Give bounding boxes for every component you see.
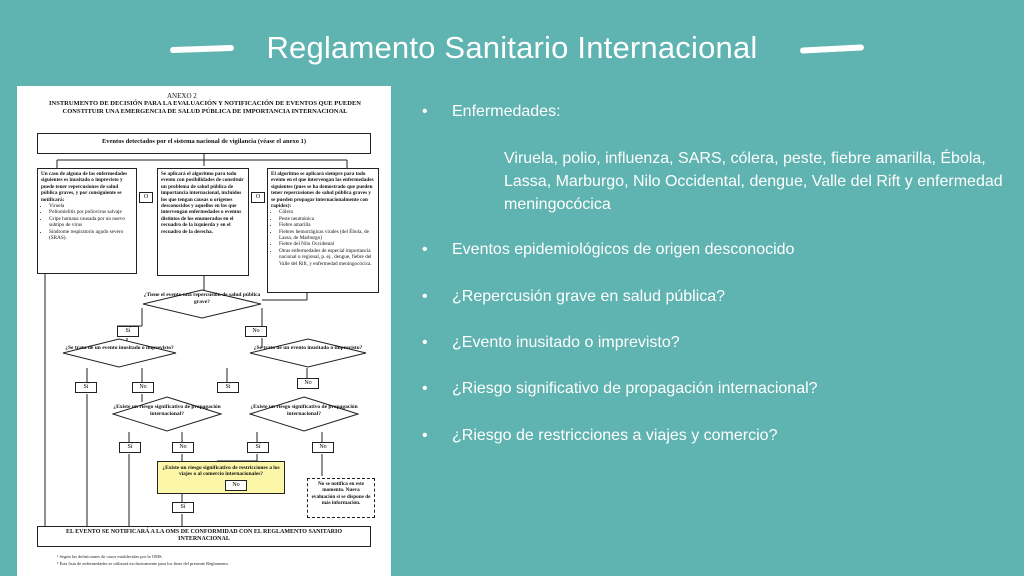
bullet-text: Eventos epidemiológicos de origen desconocido	[452, 241, 795, 258]
no-label-q2-right: No	[297, 378, 319, 389]
bullet-text: Enfermedades:	[452, 103, 561, 120]
annex-label: ANEXO 2	[167, 92, 197, 100]
diseases-list-text: Viruela, polio, influenza, SARS, cólera, peste, fiebre amarilla, Ébola, Lassa, Marburgo, Nilo Occidental, dengue, Valle del Rift y enfermedad meningocócica	[504, 150, 1003, 213]
bullet-dot: •	[422, 103, 428, 120]
left-diseases-box	[37, 168, 137, 274]
no-label-q3-left: No	[172, 442, 194, 453]
right-box-item: • Cólera	[279, 209, 375, 215]
or-label-right: O	[251, 192, 265, 203]
left-box-item: • Poliomielitis por poliovirus salvaje	[49, 209, 133, 215]
bullet-text: ¿Riesgo de restricciones a viajes y comercio?	[452, 427, 778, 444]
yes-label-q2-right: Sí	[217, 382, 239, 393]
middle-algorithm-box: Se aplicará el algoritmo para todo evento con posibilidades de constituir un problema de salud pública de importancia internacional, incluidos los que tengan causas u orígenes desconocidos y aquellos en los que intervengan enfermedades o eventos distintos de los enumerados en el recuadro de la izquierda y en el recuadro de la derecha.	[157, 168, 249, 276]
yes-label-q3-left: Sí	[119, 442, 141, 453]
question-international-spread-right: ¿Existe un riesgo significativo de propagación internacional?	[249, 396, 359, 432]
left-box-item: • Síndrome respiratorio agudo severo (SRAS).	[49, 229, 133, 242]
no-label-q4: No	[225, 480, 247, 491]
footnote-1: ¹ Según las definiciones de casos establecidas por la OMS.	[57, 554, 163, 559]
question-international-spread-left: ¿Existe un riesgo significativo de propagación internacional?	[112, 396, 222, 432]
no-label-q3-right: No	[312, 442, 334, 453]
right-box-item: • Fiebre amarilla	[279, 222, 375, 228]
flowchart-title: INSTRUMENTO DE DECISIÓN PARA LA EVALUACIÓN Y NOTIFICACIÓN DE EVENTOS QUE PUEDEN CONSTITUIR UNA EMERGENCIA DE SALUD PÚBLICA DE IMPORTANCIA INTERNACIONAL	[49, 100, 361, 115]
left-box-item: • Viruela	[49, 203, 133, 209]
no-label-q2-left: No	[132, 382, 154, 393]
question-severe-impact: ¿Tiene el evento una repercusión de salud pública grave?	[142, 289, 262, 319]
yes-label-q3-right: Sí	[247, 442, 269, 453]
bullet-text: ¿Repercusión grave en salud pública?	[452, 288, 726, 305]
detected-events-box: Eventos detectados por el sistema nacional de vigilancia (véase el anexo 1)	[37, 133, 371, 154]
footnote-2: ² Esta lista de enfermedades se utilizará exclusivamente para los fines del presente Reglamento.	[57, 561, 230, 566]
slide-title: Reglamento Sanitario Internacional	[266, 30, 758, 65]
right-box-item: • Fiebre del Nilo Occidental	[279, 241, 375, 247]
bullet-dot: •	[422, 334, 428, 351]
question-unusual-left: ¿Se trata de un evento inusitado o imprevisto?	[62, 338, 177, 368]
no-label-q1: No	[245, 326, 267, 337]
not-notified-box: No se notifica en este momento. Nueva evaluación si se dispone de más información.	[307, 478, 375, 518]
bullet-text: ¿Riesgo significativo de propagación internacional?	[452, 380, 818, 397]
right-box-item: • Fiebres hemorrágicas virales (del Ébola, de Lassa, de Marburgo)	[279, 229, 375, 242]
bullet-text: ¿Evento inusitado o imprevisto?	[452, 334, 680, 351]
bullet-dot: •	[422, 241, 428, 258]
right-box-intro: El algoritmo se aplicará siempre para todo evento en el que intervengan las enfermedades siguientes (pues se ha demostrado que pueden tener repercusiones de salud pública graves y se pueden propagar internacionalmente con rapidez):	[271, 171, 374, 210]
bullet-dot: •	[422, 380, 428, 397]
right-box-item: • Otras enfermedades de especial importancia nacional o regional, p. ej., dengue, fiebre del Valle del Rift, y enfermedad meningocócica.	[279, 248, 375, 267]
bullet-dot: •	[422, 427, 428, 444]
or-label-left: O	[139, 192, 153, 203]
right-box-item: • Peste neumónica	[279, 216, 375, 222]
left-box-item: • Gripe humana causada por un nuevo subtipo de virus	[49, 216, 133, 229]
notify-who-box: EL EVENTO SE NOTIFICARÁ A LA OMS DE CONFORMIDAD CON EL REGLAMENTO SANITARIO INTERNACIONAL	[37, 526, 371, 547]
left-box-intro: Un caso de alguna de las enfermedades siguientes es inusitado o imprevisto y puede tener repercusiones de salud pública graves, y por consiguiente se notificará:	[41, 171, 128, 203]
question-travel-trade-restrictions: ¿Existe un riesgo significativo de restricciones a los viajes o al comercio internacionales?	[157, 461, 285, 494]
yes-label-q4: Sí	[172, 502, 194, 513]
question-unusual-right: ¿Se trata de un evento inusitado o imprevisto?	[249, 338, 367, 368]
yes-label-q1: Sí	[117, 326, 139, 337]
yes-label-q2-left: Sí	[75, 382, 97, 393]
right-diseases-box	[267, 168, 379, 293]
decision-flowchart-document	[17, 86, 391, 576]
bullet-dot: •	[422, 288, 428, 305]
